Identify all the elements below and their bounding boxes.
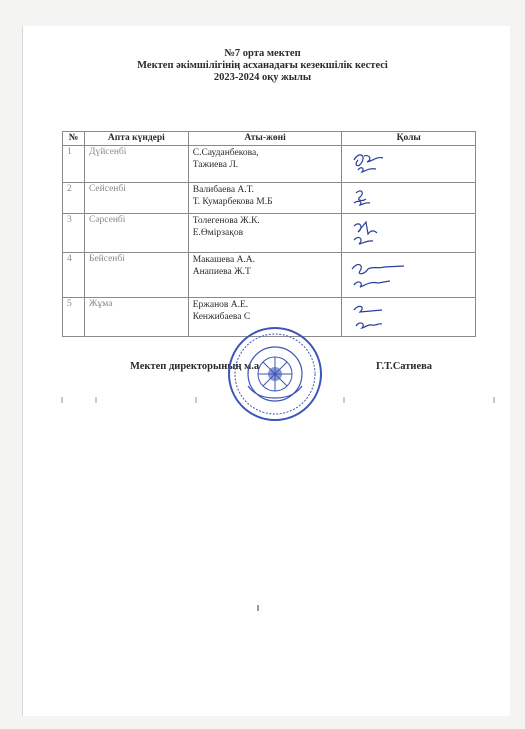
handwritten-signature-icon	[346, 300, 416, 338]
col-day-header: Апта күндері	[84, 132, 188, 146]
col-number-header: №	[63, 132, 85, 146]
staff-names	[188, 183, 342, 214]
staff-name: Ержанов А.Е.	[192, 300, 249, 310]
staff-names	[188, 253, 342, 298]
weekday: Бейсенбі	[84, 253, 188, 298]
col-name-header: Аты-жөні	[188, 132, 342, 146]
signature-cell	[342, 146, 476, 183]
staff-name: Анапиева Ж.Т	[192, 267, 251, 277]
signature-cell	[342, 298, 476, 337]
staff-name: Валибаева А.Т.	[192, 185, 254, 195]
duty-schedule-table	[62, 131, 476, 337]
staff-names	[188, 146, 342, 183]
weekday: Сейсенбі	[84, 183, 188, 214]
table-row	[63, 253, 476, 298]
row-number: 4	[63, 253, 85, 298]
handwritten-signature-icon	[346, 216, 416, 250]
staff-name: Кенжибаева С	[192, 312, 251, 322]
page-edge	[22, 26, 23, 716]
table-header-row	[63, 132, 476, 146]
col-signature-header: Қолы	[342, 132, 476, 146]
signature-cell	[342, 253, 476, 298]
schedule-title: Мектеп әкімшілігінің асханадағы кезекшілік кестесі	[137, 60, 388, 71]
weekday: Жұма	[84, 298, 188, 337]
handwritten-signature-icon	[346, 148, 416, 180]
fold-marks	[60, 397, 500, 403]
handwritten-signature-icon	[346, 185, 416, 211]
table-row	[63, 146, 476, 183]
staff-name: С.Сауданбекова,	[192, 148, 259, 158]
staff-name: Тажиева Л.	[192, 160, 239, 170]
school-title: №7 орта мектеп	[224, 48, 301, 59]
staff-names	[188, 214, 342, 253]
staff-name: Толегенова Ж.К.	[192, 216, 260, 226]
row-number: 2	[63, 183, 85, 214]
table-row	[63, 183, 476, 214]
staff-name: Е.Өмірзақов	[192, 228, 244, 238]
scan-mark	[257, 605, 259, 611]
director-title: Мектеп директорының м.а	[130, 361, 260, 372]
weekday: Сәрсенбі	[84, 214, 188, 253]
document-header	[0, 48, 525, 84]
table-row	[63, 214, 476, 253]
official-round-seal-icon	[226, 326, 324, 422]
signature-cell	[342, 183, 476, 214]
row-number: 5	[63, 298, 85, 337]
weekday: Дүйсенбі	[84, 146, 188, 183]
director-name: Г.Т.Сатиева	[376, 361, 433, 372]
academic-year: 2023-2024 оқу жылы	[213, 72, 312, 83]
row-number: 3	[63, 214, 85, 253]
row-number: 1	[63, 146, 85, 183]
handwritten-signature-icon	[346, 255, 416, 295]
staff-name: Макашева А.А.	[192, 255, 256, 265]
signature-cell	[342, 214, 476, 253]
staff-name: Т. Кумарбекова М.Б	[192, 197, 273, 207]
